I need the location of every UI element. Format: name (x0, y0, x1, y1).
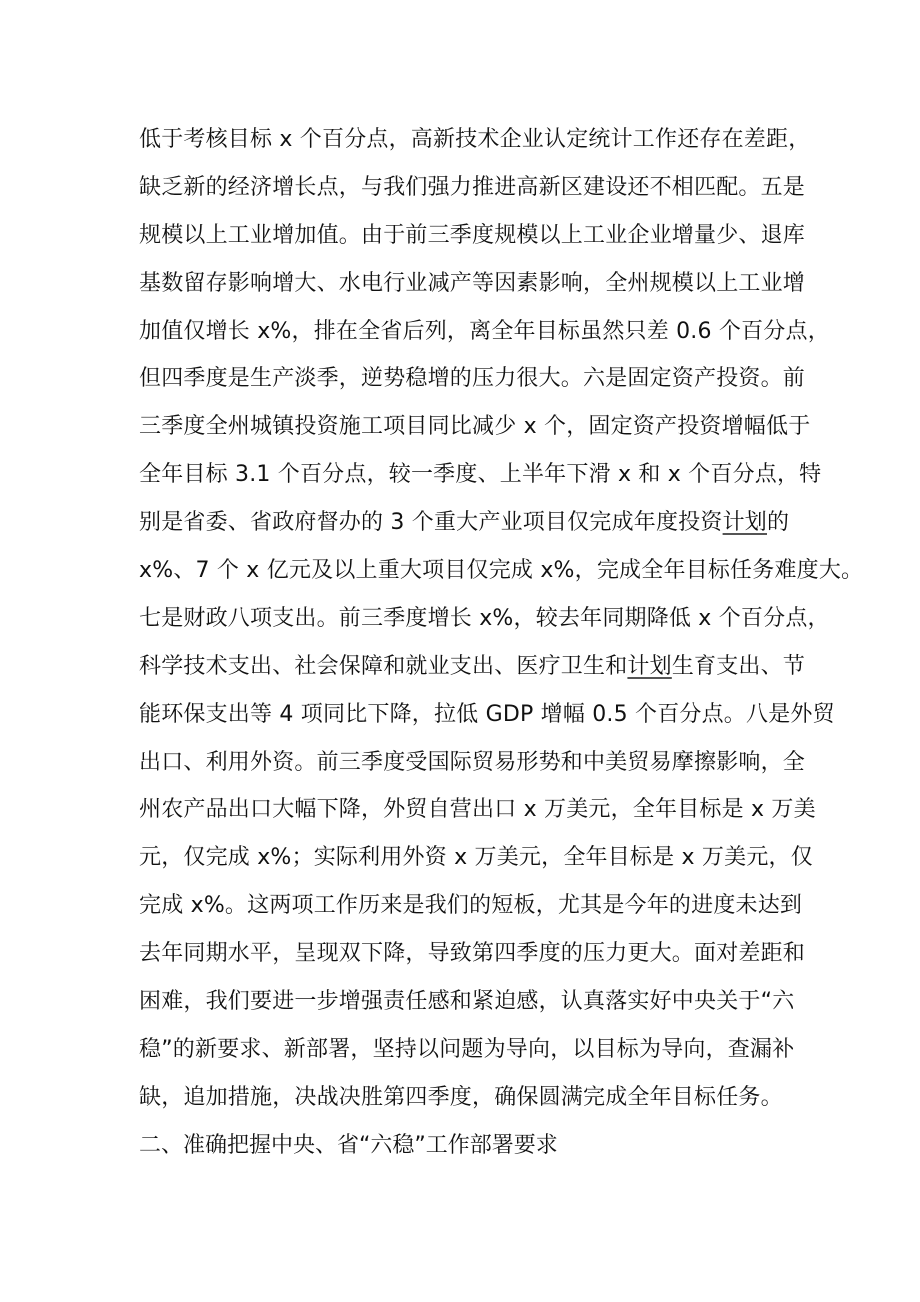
text-line: 但四季度是生产淡季，逆势稳增的压力很大。六是固定资产投资。前 (139, 366, 806, 392)
text-line: 缺，追加措施，决战决胜第四季度，确保圆满完成全年目标任务。 (139, 1084, 783, 1110)
text-segment: 别是省委、省政府督办的 3 个重大产业项目仅完成年度投资 (139, 510, 723, 536)
text-segment: 的 (767, 510, 790, 536)
text-line: 低于考核目标 x 个百分点，高新技术企业认定统计工作还存在差距， (139, 127, 811, 152)
text-line: 出口、利用外资。前三季度受国际贸易形势和中美贸易摩擦影响，全 (139, 749, 806, 775)
text-line: 元，仅完成 x%；实际利用外资 x 万美元，全年目标是 x 万美元，仅 (139, 845, 813, 871)
text-line: 稳”的新要求、新部署，坚持以问题为导向，以目标为导向，查漏补 (139, 1036, 795, 1062)
text-line: 能环保支出等 4 项同比下降，拉低 GDP 增幅 0.5 个百分点。八是外贸 (139, 701, 835, 727)
text-line: 缺乏新的经济增长点，与我们强力推进高新区建设还不相匹配。五是 (139, 174, 806, 200)
text-segment: 科学技术支出、社会保障和就业支出、医疗卫生和 (139, 653, 628, 679)
text-line-with-link (139, 643, 806, 691)
text-line: 完成 x%。这两项工作历来是我们的短板，尤其是今年的进度未达到 (139, 893, 803, 919)
text-line: 三季度全州城镇投资施工项目同比减少 x 个，固定资产投资增幅低于 (139, 414, 811, 440)
text-line: 困难，我们要进一步增强责任感和紧迫感，认真落实好中央关于“六 (139, 989, 795, 1015)
body-paragraph (139, 116, 864, 1122)
text-line: 规模以上工业增加值。由于前三季度规模以上工业企业增量少、退库 (139, 222, 806, 248)
text-line: x%、7 个 x 亿元及以上重大项目仅完成 x%，完成全年目标任务难度大。 (139, 558, 864, 584)
text-segment: 生育支出、节 (671, 653, 806, 679)
text-line: 加值仅增长 x%，排在全省后列，离全年目标虽然只差 0.6 个百分点， (139, 318, 830, 344)
text-line: 基数留存影响增大、水电行业减产等因素影响，全州规模以上工业增 (139, 270, 806, 296)
plan-link[interactable]: 计划 (627, 653, 672, 679)
text-line: 去年同期水平，呈现双下降，导致第四季度的压力更大。面对差距和 (139, 941, 806, 967)
section-heading: 二、准确把握中央、省“六稳”工作部署要求 (139, 1133, 558, 1158)
text-line: 七是财政八项支出。前三季度增长 x%，较去年同期降低 x 个百分点， (139, 605, 830, 631)
plan-link[interactable]: 计划 (722, 510, 767, 536)
text-line: 州农产品出口大幅下降，外贸自营出口 x 万美元，全年目标是 x 万美 (139, 797, 816, 823)
text-line-with-link (139, 499, 789, 547)
text-line: 全年目标 3.1 个百分点，较一季度、上半年下滑 x 和 x 个百分点，特 (139, 462, 822, 488)
